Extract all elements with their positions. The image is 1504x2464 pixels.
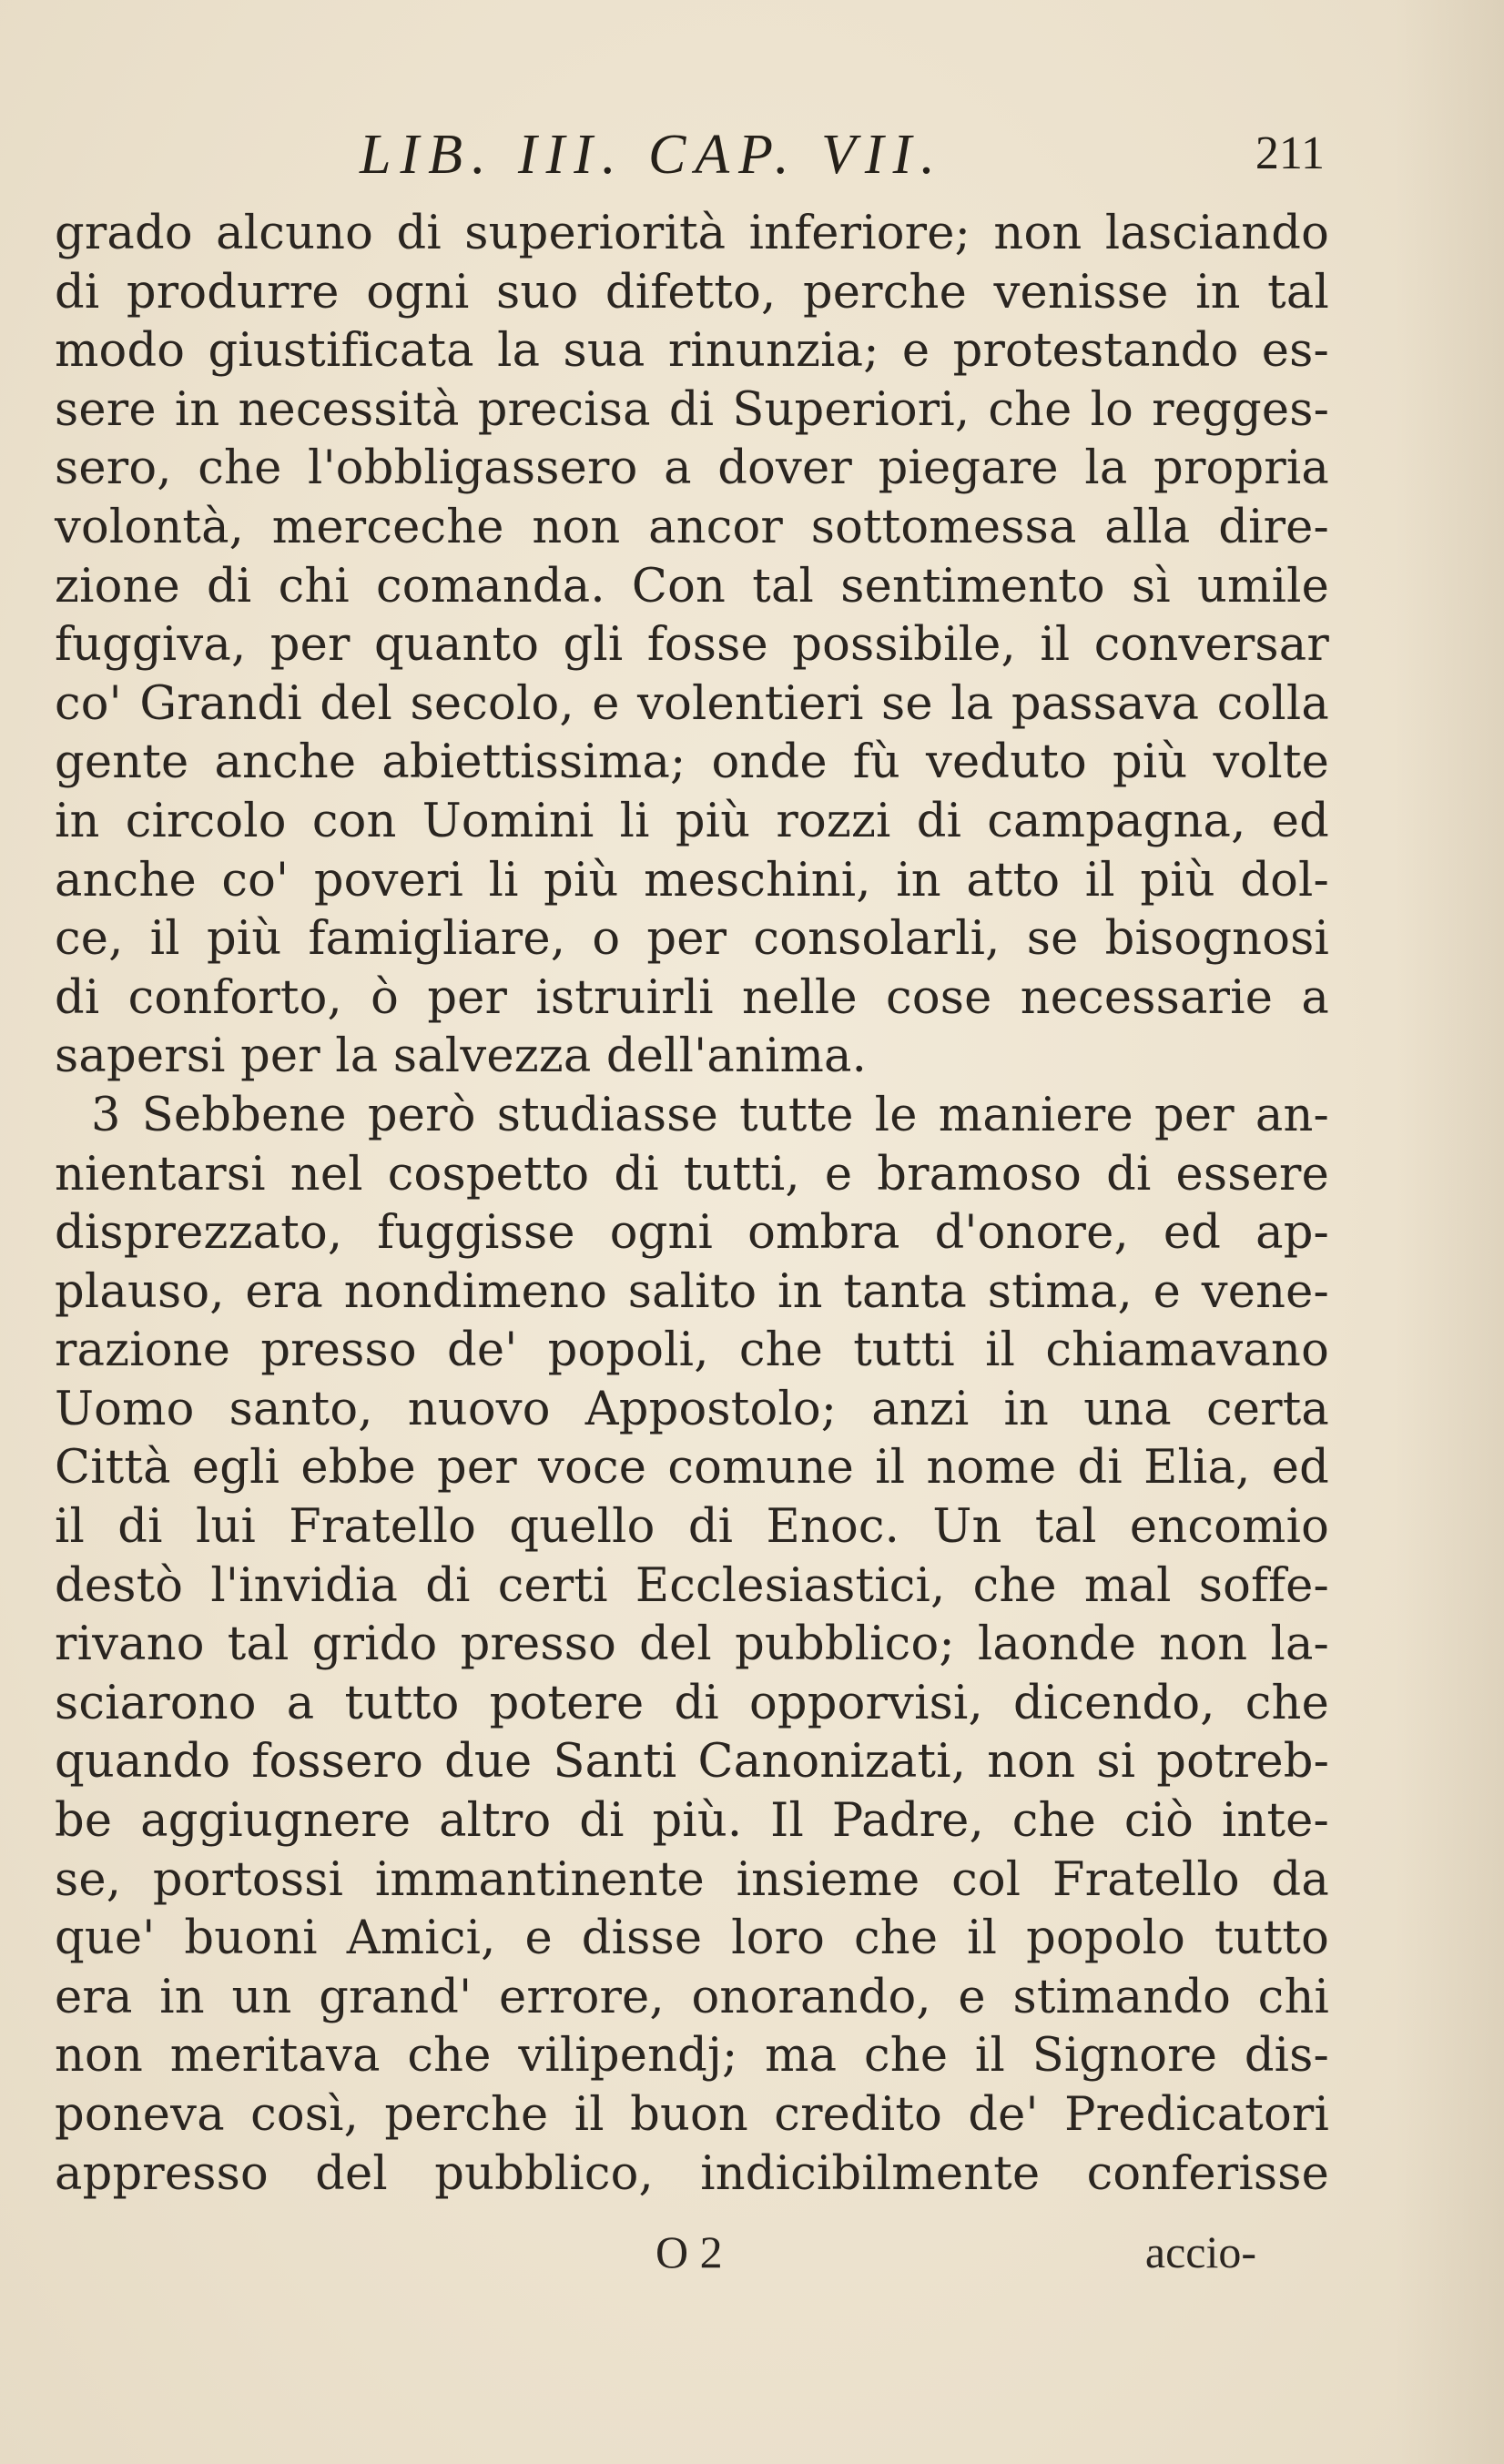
text-line: sero, che l'obbligassero a dover piegare la propria [55, 441, 1329, 496]
text-line: que' buoni Amici, e disse loro che il popolo tutto [55, 1911, 1329, 1966]
text-line: co' Grandi del secolo, e volentieri se la passava colla [55, 676, 1329, 731]
text-line: plauso, era nondimeno salito in tanta stima, e vene- [55, 1264, 1329, 1319]
text-line: razione presso de' popoli, che tutti il chiamavano [55, 1323, 1329, 1378]
text-line: non meritava che vilipendj; ma che il Signore dis- [55, 2029, 1329, 2084]
paragraph-start-line: 3 Sebbene però studiasse tutte le maniere per an- [91, 1088, 1329, 1142]
text-line: rivano tal grido presso del pubblico; laonde non la- [55, 1617, 1329, 1672]
page-number: 211 [1255, 127, 1325, 179]
text-line: il di lui Fratello quello di Enoc. Un tal encomio [55, 1500, 1329, 1555]
text-line: Città egli ebbe per voce comune il nome di Elia, ed [55, 1441, 1329, 1496]
page-gutter-shadow [1395, 0, 1504, 2464]
text-line: ce, il più famigliare, o per consolarli, se bisognosi [55, 912, 1329, 967]
text-line: anche co' poveri li più meschini, in atto il più dol- [55, 853, 1329, 908]
text-line: in circolo con Uomini li più rozzi di campagna, ed [55, 794, 1329, 848]
text-line: se, portossi immantinente insieme col Fratello da [55, 1852, 1329, 1907]
text-line: Uomo santo, nuovo Appostolo; anzi in una certa [55, 1382, 1329, 1436]
body-text [55, 205, 1329, 2204]
text-line: be aggiugnere altro di più. Il Padre, che ciò inte- [55, 1794, 1329, 1849]
text-line: appresso del pubblico, indicibilmente conferisse [55, 2146, 1329, 2201]
text-line: zione di chi comanda. Con tal sentimento sì umile [55, 559, 1329, 613]
text-line: volontà, merceche non ancor sottomessa alla dire- [55, 500, 1329, 554]
text-line: era in un grand' errore, onorando, e stimando chi [55, 1970, 1329, 2024]
text-line: destò l'invidia di certi Ecclesiastici, che mal soffe- [55, 1558, 1329, 1613]
text-line: gente anche abiettissima; onde fù veduto più volte [55, 735, 1329, 790]
paragraph-end-line: sapersi per la salvezza dell'anima. [55, 1029, 868, 1084]
catchword: accio- [1144, 2226, 1256, 2277]
text-line: grado alcuno di superiorità inferiore; non lasciando [55, 207, 1329, 260]
text-line: nientarsi nel cospetto di tutti, e bramoso di essere [55, 1147, 1329, 1202]
signature-mark: O 2 [655, 2226, 723, 2277]
text-line: di conforto, ò per istruirli nelle cose necessarie a [55, 970, 1329, 1025]
running-head: LIB. III. CAP. VII. [360, 124, 944, 186]
text-line: di produrre ogni suo difetto, perche venisse in tal [55, 265, 1329, 319]
page-header [360, 123, 1325, 196]
text-line: sere in necessità precisa di Superiori, che lo regges- [55, 382, 1329, 437]
text-line: poneva così, perche il buon credito de' Predicatori [55, 2088, 1329, 2142]
text-line: modo giustificata la sua rinunzia; e protestando es- [55, 324, 1329, 379]
page-footer [655, 2226, 1256, 2280]
text-line: sciarono a tutto potere di opporvisi, dicendo, che [55, 1676, 1329, 1730]
text-line: disprezzato, fuggisse ogni ombra d'onore, ed ap- [55, 1206, 1329, 1261]
text-line: fuggiva, per quanto gli fosse possibile, il conversar [55, 618, 1329, 673]
text-line: quando fossero due Santi Canonizati, non si potreb- [55, 1735, 1329, 1790]
